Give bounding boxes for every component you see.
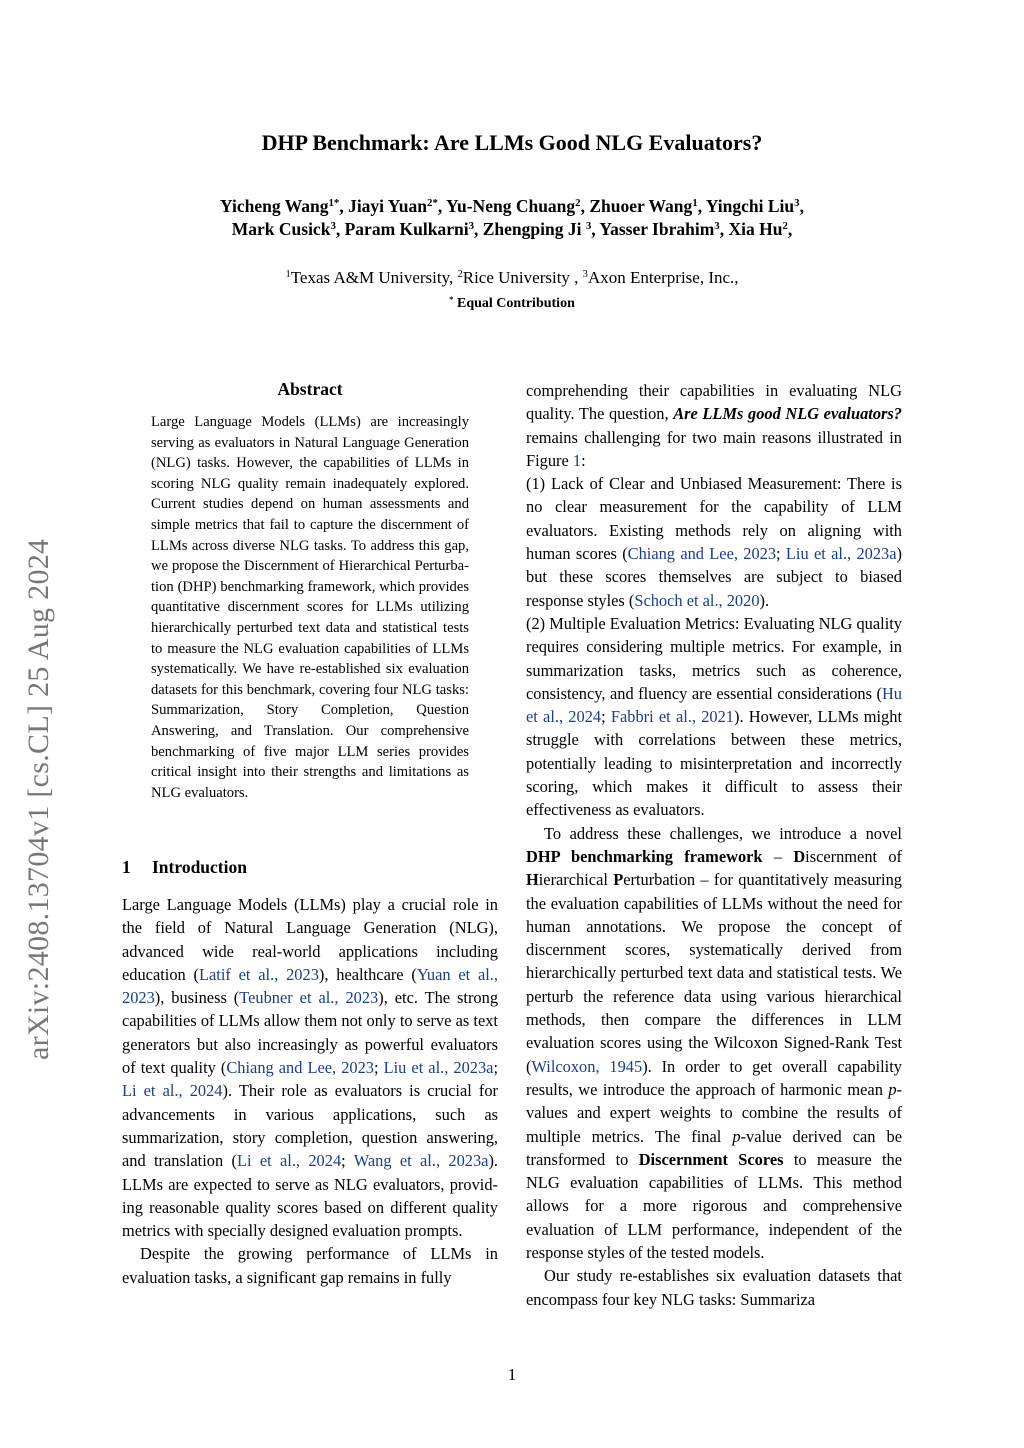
paragraph: (1) Lack of Clear and Unbiased Measurement: There is no clear measurement for the capability of LLM evaluators. Existing methods rely on aligning with human scores (Chiang and Lee, 2023; Liu et al., 2023a) but these scores themselves are subject to biased response styles (Schoch et al., 2020). — [526, 474, 902, 610]
author-name: Param Kulkarni — [344, 219, 469, 239]
author-name: Zhengping Ji — [482, 219, 582, 239]
right-column — [526, 379, 902, 1311]
author-name: Mark Cusick — [231, 219, 331, 239]
affiliations: $^1$Texas A&M University, $^2$Rice University , $^3$Axon Enterprise, Inc., — [285, 268, 739, 287]
author-name: Jiayi Yuan — [348, 196, 428, 216]
paragraph: Despite the growing performance of LLMs in evaluation tasks, a significant gap remains in fully — [122, 1244, 498, 1287]
paragraph: To address these challenges, we introduce a novel DHP benchmarking framework – Discernment of Hierarchical Perturbation – for quantitatively measuring the evaluation capabilities of LLMs without the need for human annotations. We propose the concept of discernment scores, systematically derived from hierarchically perturbed text data and statistical tests. We perturb the reference data using various hierarchical methods, then compare the differences in LLM evaluation scores using the Wilcoxon Signed-Rank Test (Wilcoxon, 1945). In order to get overall capability results, we introduce the approach of harmonic mean p-values and expert weights to combine the results of multiple metrics. The final p-value derived can be transformed to Discernment Scores to measure the NLG evaluation capabilities of LLMs. This method allows for a more rigorous and comprehensive evaluation of LLM performance, independent of the response styles of the tested models. — [526, 823, 903, 1262]
citation-link[interactable]: Wang et al., 2023a — [353, 1151, 489, 1171]
author-name: Yasser Ibrahim — [599, 219, 715, 239]
citation-link[interactable]: Chiang and Lee, 2023 — [226, 1058, 374, 1078]
paragraph: comprehending their capabilities in evaluating NLG quality. The question, Are LLMs good NLG evaluators? remains challenging for two main reasons illustrated in Figure 1: — [526, 381, 902, 470]
author-list: Yicheng Wang$^{1*}$, Jiayi Yuan$^{2*}$, Yu-Neng Chuang$^2$, Zhuoer Wang$^1$, Yingchi Liu$^3$, Mark Cusick$^3$, Param Kulkarni$^3$, Zhengping Ji $^3$, Yasser Ibrahim$^3$, Xia Hu$^2$, — [220, 196, 804, 239]
citation-link[interactable]: Liu et al., 2023a — [383, 1058, 494, 1078]
paragraph: (2) Multiple Evaluation Metrics: Evaluating NLG quality requires considering multiple metrics. For example, in summarization tasks, metrics such as coherence, consistency, and fluency are essential considerations (Hu et al., 2024; Fabbri et al., 2021). However, LLMs might struggle with correlations between these metrics, potentially leading to misinterpretation and incorrectly scoring, which makes it difficult to assess their effectiveness as evaluators. — [526, 613, 902, 820]
citation-link[interactable]: Yuan et al., 2023 — [122, 964, 499, 1008]
abstract-body: Large Language Models (LLMs) are increasingly serving as evaluators in Natural Language Generation (NLG) tasks. However, the capabilities of LLMs in scoring NLG quality remain inadequately explored. Current studies depend on human assessments and simple metrics that fail to capture the discernment of LLMs across diverse NLG tasks. To address this gap, we propose the Discernment of Hierarchical Perturbation (DHP) benchmarking framework, which provides quantitative discernment scores for LLMs utilizing hierarchically perturbed text data and statistical tests to measure the NLG evaluation capabilities of LLMs systematically. We have re-established six evaluation datasets for this benchmark, covering four NLG tasks: Summarization, Story Completion, Question Answering, and Translation. Our comprehensive benchmarking of five major LLM series provides critical insight into their strengths and limitations as NLG evaluators. — [151, 414, 469, 801]
paragraph: Our study re-establishes six evaluation datasets that encompass four key NLG tasks: Summariza — [526, 1266, 902, 1309]
author-name: Zhuoer Wang — [589, 196, 693, 216]
citation-link[interactable]: Teubner et al., 2023 — [239, 988, 379, 1008]
section-heading: 1 Introduction — [122, 857, 247, 877]
citation-link[interactable]: Wilcoxon, 1945 — [531, 1056, 643, 1076]
author-name: Xia Hu — [728, 219, 783, 239]
citation-link[interactable]: Schoch et al., 2020 — [634, 590, 760, 610]
abstract-heading: Abstract — [277, 379, 343, 399]
citation-link[interactable]: Li et al., 2024 — [122, 1081, 223, 1101]
page-number: 1 — [507, 1365, 517, 1384]
equal-contribution-note: * Equal Contribution — [449, 294, 575, 311]
arxiv-identifier: arXiv:2408.13704v1 [cs.CL] 25 Aug 2024 — [22, 538, 55, 1060]
citation-link[interactable]: Liu et al., 2023a — [785, 544, 897, 564]
citation-link[interactable]: Chiang and Lee, 2023 — [627, 544, 777, 564]
figure-link[interactable]: 1 — [572, 450, 582, 470]
author-name: Yingchi Liu — [705, 196, 795, 216]
paper-title: DHP Benchmark: Are LLMs Good NLG Evaluators? — [261, 130, 763, 155]
citation-link[interactable]: Hu et al., 2024 — [526, 683, 902, 727]
citation-link[interactable]: Li et al., 2024 — [236, 1151, 342, 1171]
citation-link[interactable]: Fabbri et al., 2021 — [610, 707, 735, 727]
paragraph: Large Language Models (LLMs) play a crucial role in the field of Natural Language Generation (NLG), advanced wide real-world applications including education (Latif et al., 2023), healthcare (Yuan et al., 2023), business (Teubner et al., 2023), etc. The strong capabilities of LLMs allow them not only to serve as text generators but also increasingly as powerful evaluators of text quality (Chiang and Lee, 2023; Liu et al., 2023a; Li et al., 2024). Their role as evaluators is crucial for advancements in various applications, such as summarization, story completion, question answering, and translation (Li et al., 2024; Wang et al., 2023a). LLMs are expected to serve as NLG evaluators, providing reasonable quality scores based on different quality metrics with specially designed evaluation prompts. — [122, 895, 499, 1241]
author-name: Yicheng Wang — [220, 196, 329, 216]
citation-link[interactable]: Latif et al., 2023 — [198, 964, 319, 984]
author-name: Yu-Neng Chuang — [445, 196, 576, 216]
left-column — [122, 893, 498, 1289]
